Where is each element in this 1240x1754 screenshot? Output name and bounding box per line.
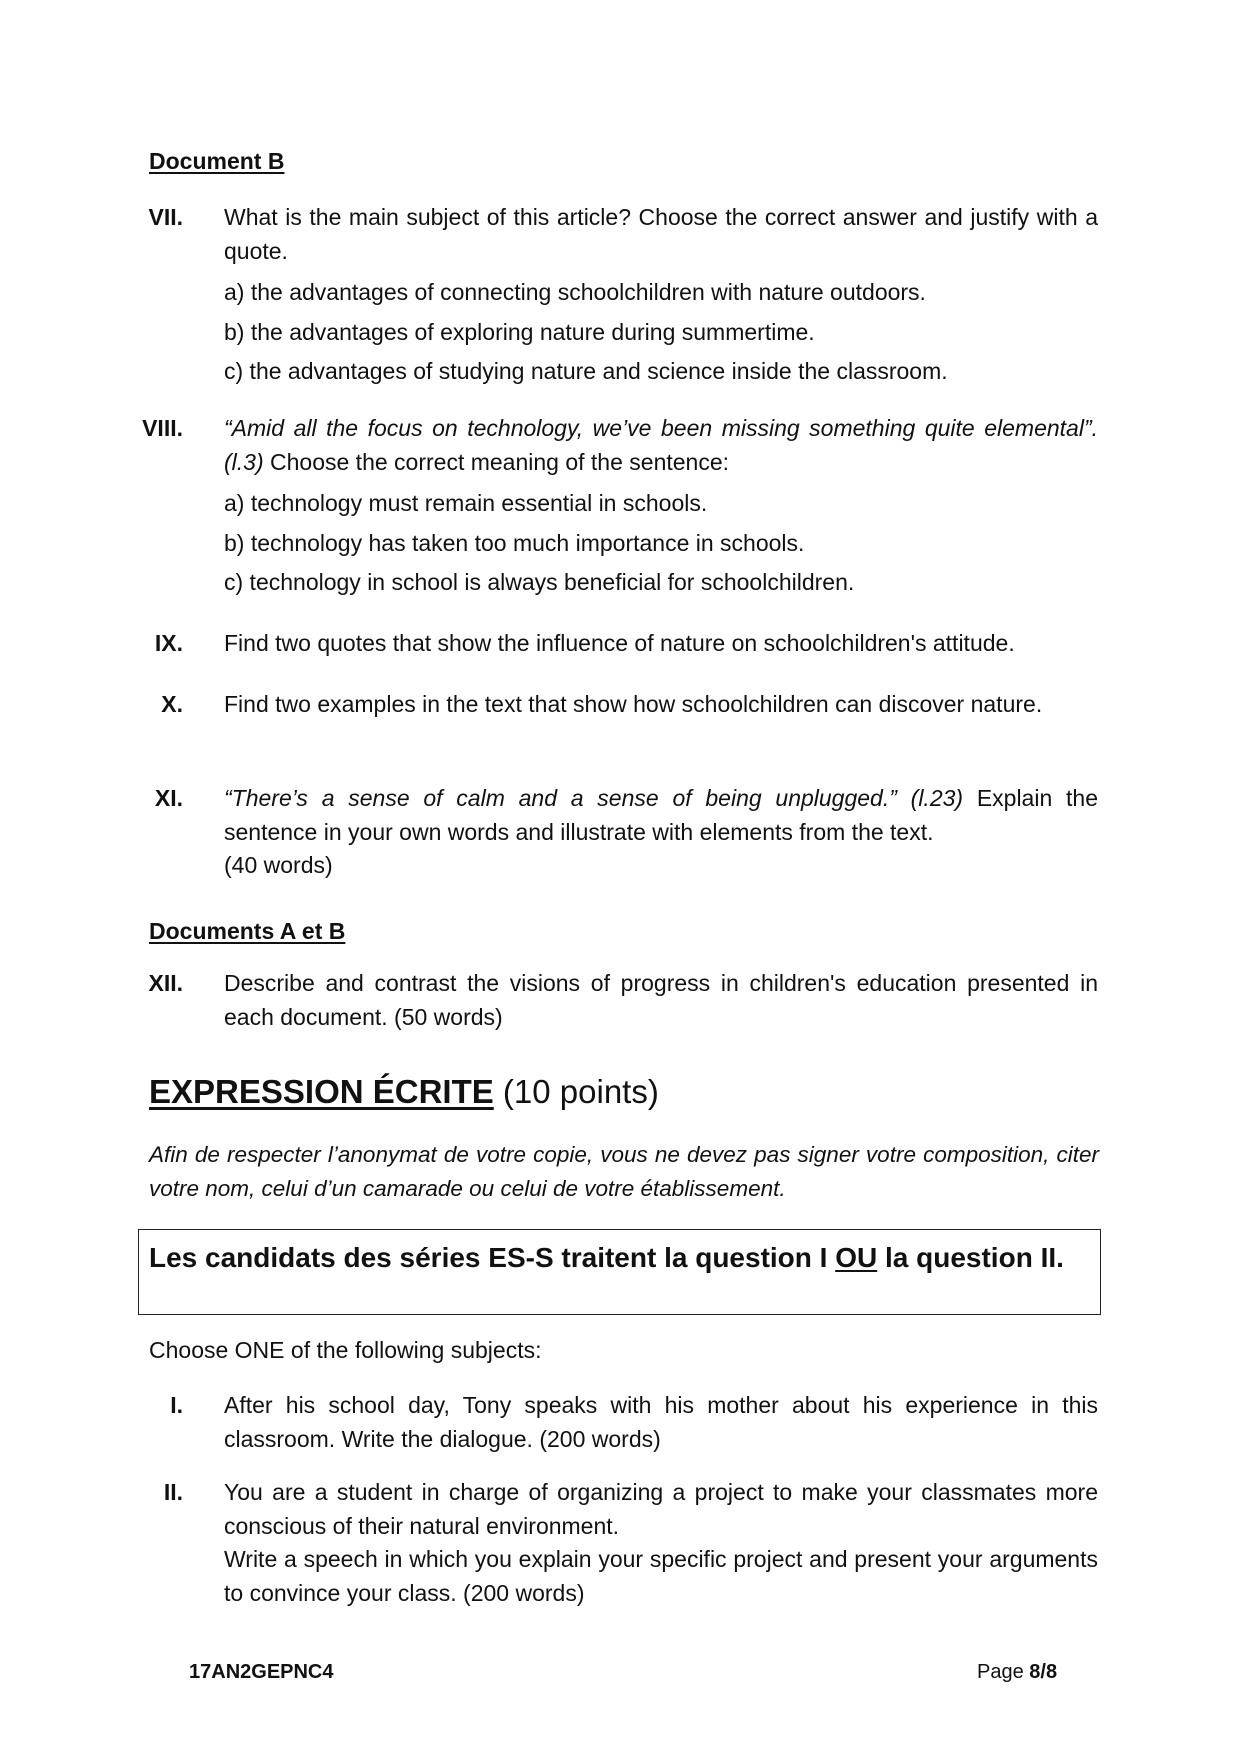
- instructions-box: [138, 1229, 1101, 1315]
- question-text: Find two examples in the text that show how schoolchildren can discover nature.: [224, 691, 1043, 717]
- page-count: 8/8: [1029, 1661, 1058, 1683]
- subject-text-continued: Write a speech in which you explain your specific project and present your arguments to convince your class. (200 words): [224, 1546, 1098, 1606]
- page-label: Page: [977, 1661, 1030, 1683]
- box-text-ou: OU: [835, 1242, 878, 1273]
- subject-number: II.: [163, 1479, 183, 1505]
- quote-text: “Amid all the focus on technology, we’ve been missing something quite elemental”. (l.3): [224, 415, 1098, 475]
- exam-code: 17AN2GEPNC4: [189, 1661, 334, 1683]
- option-b: b) the advantages of exploring nature during summertime.: [224, 318, 815, 345]
- box-text-end: la question II.: [877, 1242, 1064, 1273]
- expression-ecrite-title: [149, 1073, 659, 1111]
- question-text: Describe and contrast the visions of progress in children's education presented in each document. (50 words): [224, 970, 1098, 1030]
- question-text: Choose the correct meaning of the sentence:: [263, 448, 730, 475]
- quote-text: “There’s a sense of calm and a sense of being unplugged.” (l.23): [224, 785, 964, 811]
- page-number: [977, 1661, 1057, 1684]
- box-text-start: Les candidats des séries ES-S traitent la question I: [149, 1242, 836, 1273]
- option-b: b) technology has taken too much importance in schools.: [224, 529, 805, 556]
- option-a: a) technology must remain essential in schools.: [224, 490, 708, 516]
- question-number: IX.: [154, 630, 183, 656]
- question-text: What is the main subject of this article? Choose the correct answer and justify with a quote.: [224, 204, 1098, 264]
- subject-text: You are a student in charge of organizing a project to make your classmates more conscious of their natural environment.: [224, 1479, 1098, 1539]
- document-b-heading: Document B: [149, 148, 285, 174]
- question-text: Explain the sentence in your own words and illustrate with elements from the text.: [224, 785, 1098, 845]
- question-number: VII.: [148, 204, 183, 230]
- question-number: X.: [161, 691, 183, 717]
- anonymity-note: Afin de respecter l’anonymat de votre copie, vous ne devez pas signer votre composition, citer votre nom, celui d’un camarade ou celui de votre établissement.: [149, 1142, 1099, 1201]
- section-points: (10 points): [493, 1073, 659, 1110]
- option-c: c) the advantages of studying nature and science inside the classroom.: [224, 358, 948, 384]
- question-text: Find two quotes that show the influence of nature on schoolchildren's attitude.: [224, 630, 1015, 656]
- documents-a-b-heading: Documents A et B: [149, 918, 346, 944]
- section-title: EXPRESSION ÉCRITE: [149, 1073, 494, 1110]
- word-count: (40 words): [224, 852, 333, 878]
- choose-instruction: Choose ONE of the following subjects:: [149, 1337, 542, 1363]
- option-c: c) technology in school is always beneficial for schoolchildren.: [224, 569, 855, 595]
- question-number: XI.: [154, 785, 183, 811]
- question-number: VIII.: [142, 415, 183, 441]
- subject-number: I.: [170, 1392, 183, 1418]
- option-a: a) the advantages of connecting schoolchildren with nature outdoors.: [224, 279, 926, 305]
- question-number: XII.: [148, 970, 183, 996]
- subject-text: After his school day, Tony speaks with his mother about his experience in this classroom. Write the dialogue. (200 words): [224, 1392, 1098, 1452]
